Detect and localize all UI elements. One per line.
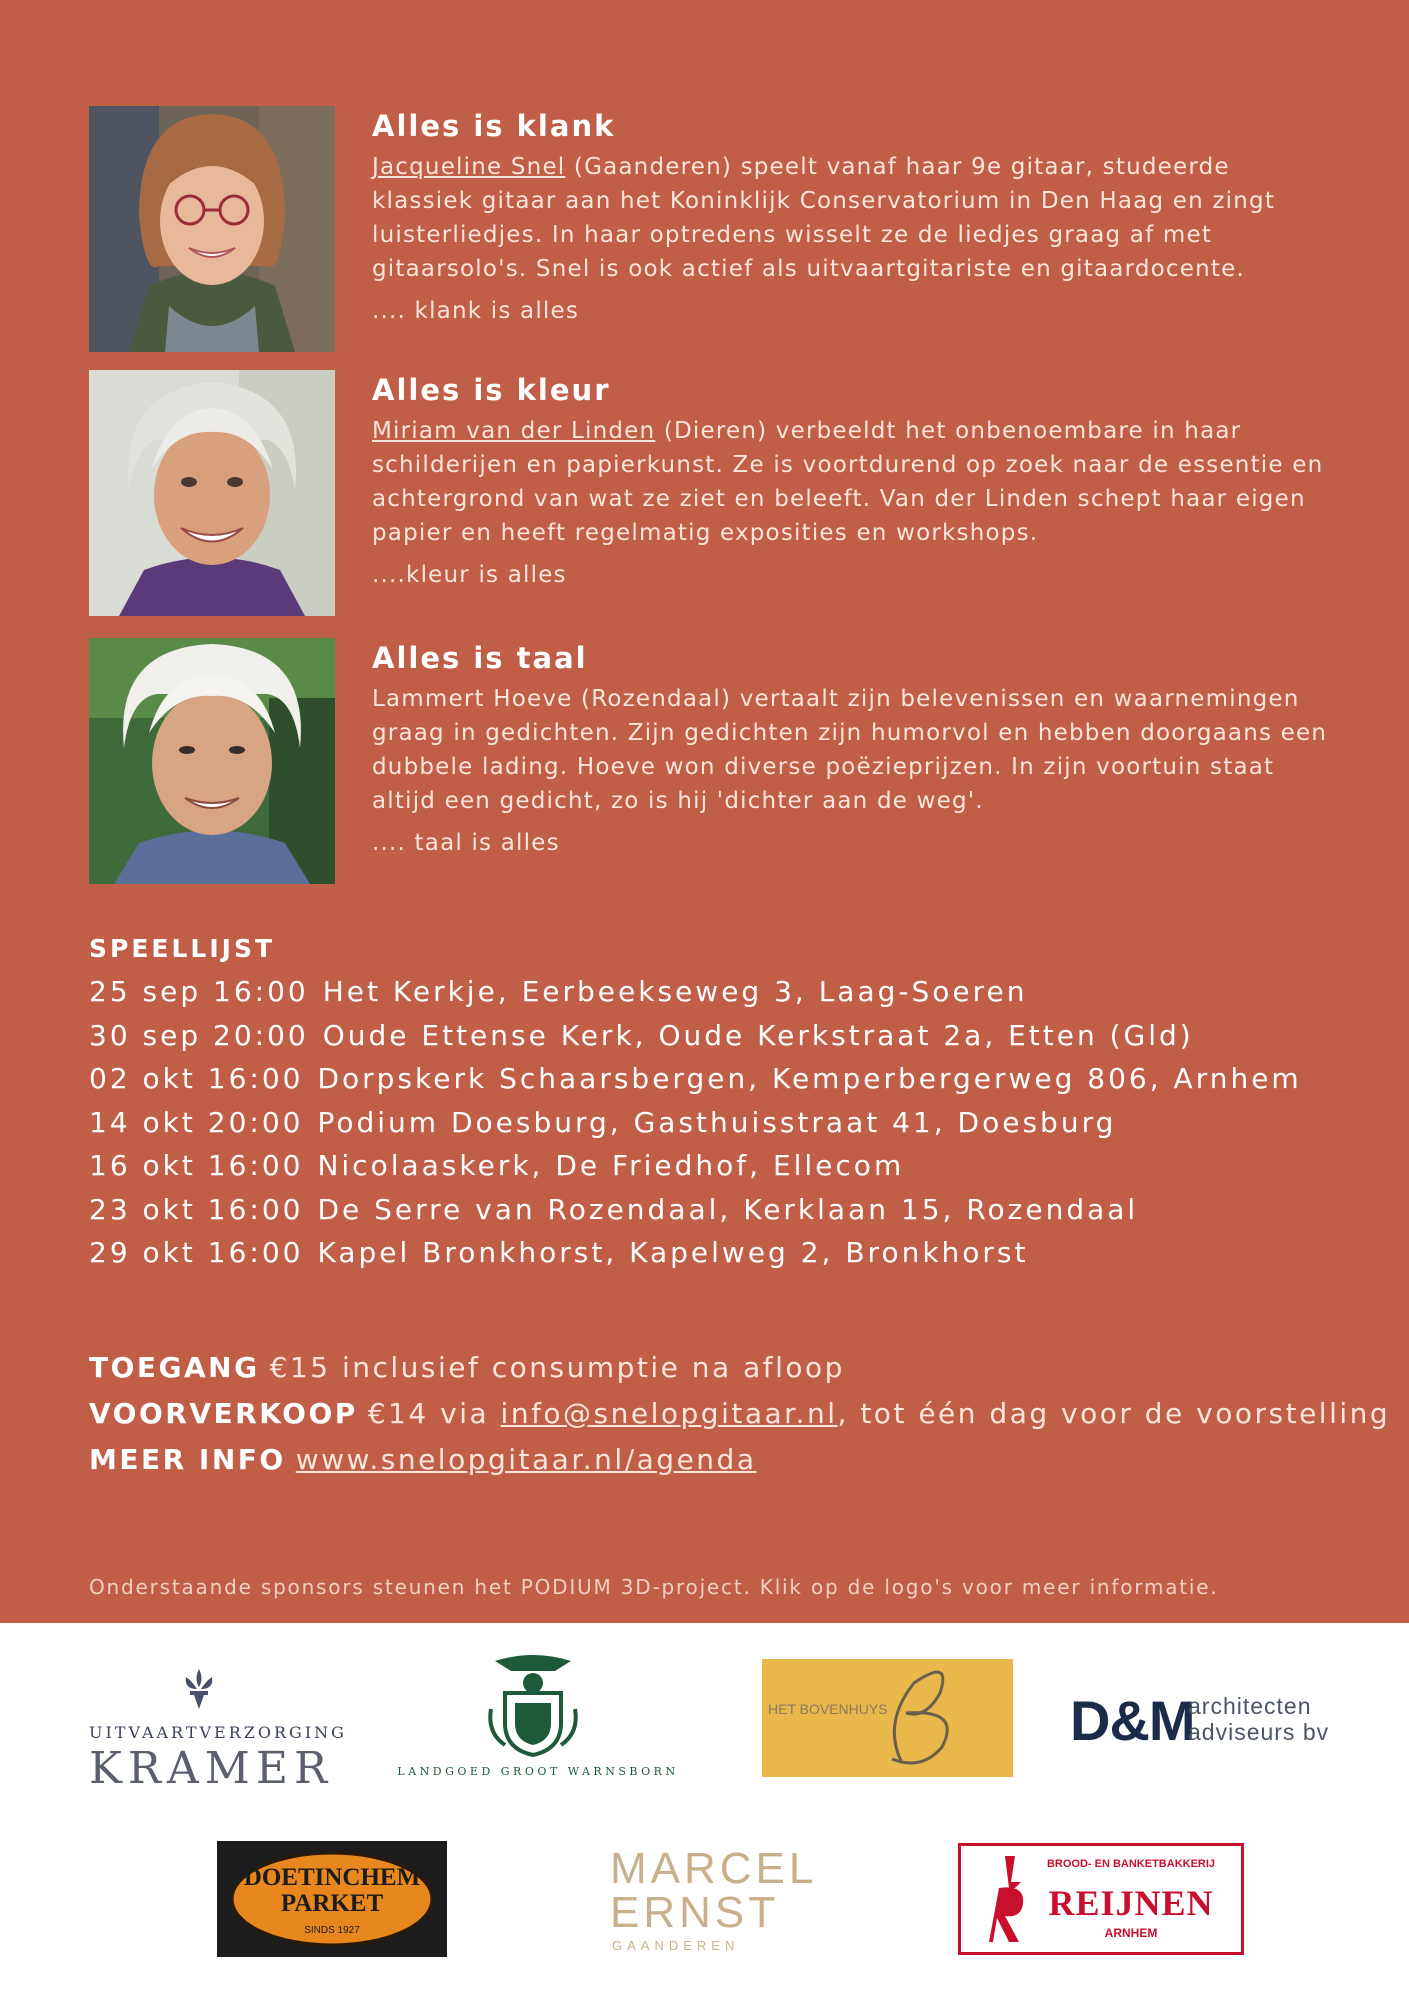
artist-photo-miriam [89, 370, 335, 616]
schedule-date: 30 sep 20:00 [89, 1018, 309, 1052]
dm-description [1188, 1693, 1329, 1745]
artist-description [372, 150, 1332, 286]
toegang-label: TOEGANG [89, 1351, 260, 1384]
schedule-row [89, 1101, 1329, 1145]
artist-photo-jacqueline [89, 106, 335, 352]
bovenhuys-name: HET BOVENHUYS [768, 1701, 888, 1717]
artist-text-taal [372, 638, 1332, 860]
schedule-section [89, 930, 1329, 1275]
toegang-line [89, 1345, 1349, 1391]
portrait-woman-smiling-icon [89, 370, 335, 616]
artist-name-link[interactable]: Jacqueline Snel [372, 154, 566, 180]
artist-title: Alles is taal [372, 641, 588, 675]
schedule-row [89, 970, 1329, 1014]
email-link[interactable]: info@snelopgitaar.nl [500, 1397, 838, 1430]
schedule-row [89, 1014, 1329, 1058]
artist-title: Alles is klank [372, 109, 616, 143]
schedule-date: 29 okt 16:00 [89, 1236, 304, 1269]
schedule-place: Oude Ettense Kerk, Oude Kerkstraat 2a, Etten (Gld) [322, 1018, 1194, 1052]
schedule-heading: SPEELLIJST [89, 934, 276, 963]
sponsor-reijnen-logo[interactable] [958, 1843, 1244, 1955]
schedule-row [89, 1188, 1329, 1232]
artist-description: Lammert Hoeve (Rozendaal) vertaalt zijn belevenissen en waarnemingen graag in gedichten. Zijn gedichten zijn humorvol en hebben doorgaans een dubbele lading. Hoeve won diverse poëzieprijzen. In zijn voortuin staat altijd een gedicht, zo is hij 'dichter aan de weg'. [372, 686, 1328, 814]
ticket-info-section [89, 1345, 1391, 1483]
meer-info-label: MEER INFO [89, 1443, 286, 1476]
parket-line-1: DOETINCHEM [243, 1864, 421, 1891]
b-swirl-icon [822, 1663, 982, 1773]
dm-mark: D&M [1070, 1689, 1195, 1752]
kramer-name: KRAMER [89, 1743, 334, 1794]
voorverkoop-price: €14 via [367, 1397, 501, 1430]
dm-line-2: adviseurs bv [1188, 1719, 1330, 1745]
kramer-tagline: UITVAARTVERZORGING [89, 1723, 347, 1742]
artist-text-kleur [372, 370, 1332, 592]
sponsor-note: Onderstaande sponsors steunen het PODIUM 3D-project. Klik op de logo's voor meer informatie. [89, 1575, 1219, 1599]
schedule-place: De Serre van Rozendaal, Kerklaan 15, Rozendaal [317, 1192, 1139, 1226]
parket-line-2: PARKET [280, 1890, 384, 1917]
sponsor-doetinchem-parket-logo[interactable] [217, 1841, 447, 1957]
marcel-line-1: MARCEL [610, 1844, 818, 1893]
schedule-date: 25 sep 16:00 [89, 975, 309, 1008]
schedule-row [89, 1231, 1329, 1275]
sponsor-warnsborn-logo[interactable] [360, 1623, 720, 1793]
lily-emblem-icon [180, 1665, 218, 1711]
artist-tagline: .... klank is alles [372, 298, 580, 324]
marcel-ernst-name [610, 1844, 818, 1937]
voorverkoop-note: , tot één dag voor de voorstelling [837, 1397, 1391, 1430]
voorverkoop-label: VOORVERKOOP [89, 1397, 358, 1430]
schedule-place: Dorpskerk Schaarsbergen, Kemperbergerweg 806, Arnhem [317, 1062, 1302, 1095]
schedule-date: 16 okt 16:00 [89, 1149, 304, 1182]
reijnen-tagline: BROOD- EN BANKETBAKKERIJ [1046, 1858, 1216, 1870]
artist-text-klank [372, 106, 1332, 328]
schedule-row [89, 1144, 1329, 1188]
meer-info-line [89, 1437, 1349, 1483]
artist-description-text: (Dieren) verbeeldt het onbenoembare in haar schilderijen en papierkunst. Ze is voortdurend op zoek naar de essentie en achtergrond van wat ze ziet en beleeft. Van der Linden schept haar eigen papier en heeft regelmatig exposities en workshops. [372, 418, 1324, 546]
schedule-date: 23 okt 16:00 [89, 1192, 304, 1226]
schedule-place: Het Kerkje, Eerbeekseweg 3, Laag-Soeren [322, 975, 1028, 1008]
coat-of-arms-icon [485, 1653, 581, 1757]
schedule-place: Kapel Bronkhorst, Kapelweg 2, Bronkhorst [317, 1236, 1029, 1269]
schedule-date: 02 okt 16:00 [89, 1062, 304, 1095]
parket-line-3: SINDS 1927 [304, 1925, 360, 1936]
artist-title: Alles is kleur [372, 373, 611, 407]
portrait-man-white-hair-icon [89, 638, 335, 884]
marcel-ernst-city: GAANDEREN [612, 1938, 740, 1953]
artist-description-text: (Gaanderen) speelt vanaf haar 9e gitaar, studeerde klassiek gitaar aan het Koninklijk Conservatorium in Den Haag en zingt luisterliedjes. In haar optredens wisselt ze de liedjes graag af met gitaarsolo's. Snel is ook actief als uitvaartgitariste en gitaardocente. [372, 154, 1276, 282]
r-monogram-icon [975, 1852, 1037, 1948]
schedule-place: Nicolaaskerk, De Friedhof, Ellecom [317, 1149, 905, 1182]
sponsor-bovenhuys-logo[interactable] [762, 1659, 1013, 1777]
warnsborn-name: LANDGOED GROOT WARNSBORN [397, 1765, 679, 1778]
toegang-text: €15 inclusief consumptie na afloop [269, 1351, 845, 1384]
dm-line-1: architecten [1188, 1693, 1312, 1719]
schedule-row [89, 1057, 1329, 1101]
reijnen-name: REIJNEN [1048, 1883, 1214, 1923]
reijnen-city: ARNHEM [1104, 1926, 1158, 1940]
artist-tagline: ....kleur is alles [372, 562, 567, 588]
sponsors-section [0, 1623, 1409, 2000]
agenda-link[interactable]: www.snelopgitaar.nl/agenda [295, 1443, 757, 1476]
artist-name-link[interactable]: Miriam van der Linden [372, 418, 656, 444]
artist-tagline: .... taal is alles [372, 830, 560, 856]
artist-photo-lammert [89, 638, 335, 884]
schedule-date: 14 okt 20:00 [89, 1105, 304, 1139]
voorverkoop-line [89, 1391, 1391, 1437]
portrait-woman-glasses-icon [89, 106, 335, 352]
sponsor-kramer-logo[interactable] [0, 1623, 347, 1794]
marcel-line-2: ERNST [610, 1888, 780, 1937]
schedule-place: Podium Doesburg, Gasthuisstraat 41, Doesburg [317, 1105, 1117, 1139]
artist-description [372, 414, 1332, 550]
